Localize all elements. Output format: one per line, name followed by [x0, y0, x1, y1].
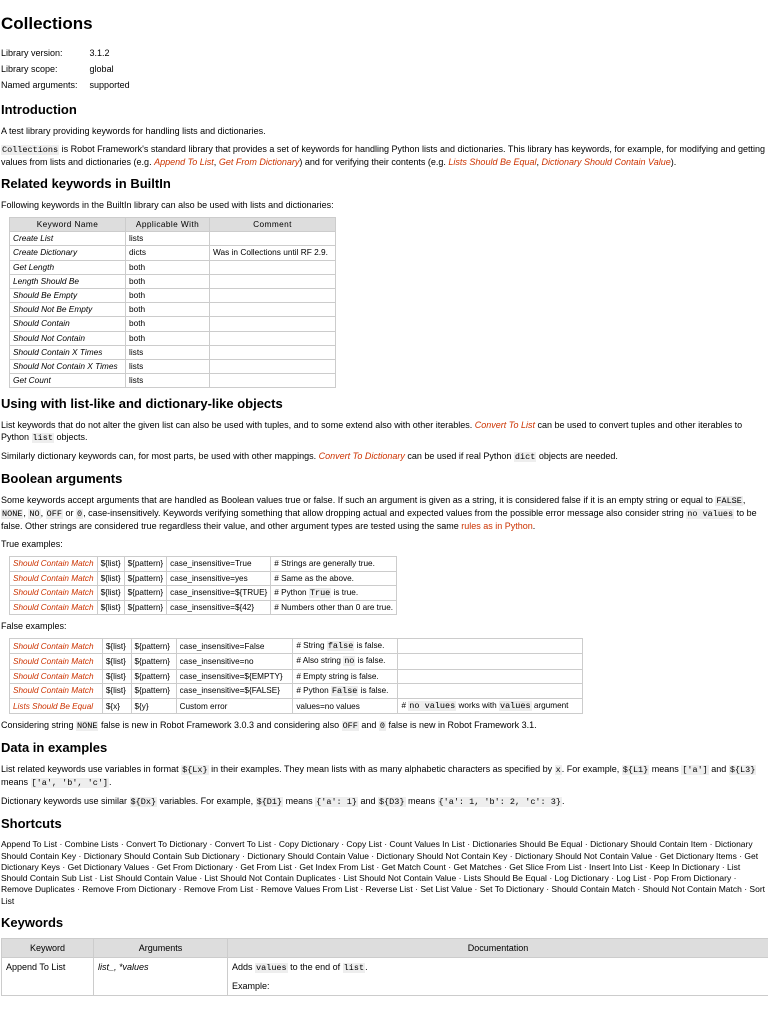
intro-heading: Introduction: [1, 102, 77, 117]
comment-cell: Was in Collections until RF 2.9.: [210, 246, 336, 260]
inline-code: list: [343, 963, 365, 974]
example-arg: ${pattern}: [131, 639, 176, 654]
false-examples-label: False examples:: [1, 621, 67, 632]
example-comment: # Python True is true.: [271, 585, 397, 600]
example-comment: # Also string no is false.: [293, 654, 398, 669]
shortcuts-heading: Shortcuts: [1, 816, 62, 832]
example-arg: ${x}: [102, 699, 131, 714]
column-header: Comment: [210, 218, 336, 232]
column-header: Arguments: [94, 939, 228, 958]
comment-cell: [210, 317, 336, 331]
shortcut-link[interactable]: Remove Values From List: [260, 884, 358, 895]
inline-code: False: [331, 685, 358, 696]
inline-code: NONE: [2, 509, 23, 520]
shortcut-link[interactable]: Pop From Dictionary: [653, 873, 732, 884]
example-row: [10, 669, 583, 683]
example-keyword[interactable]: Should Contain Match: [10, 601, 98, 615]
example-arg: ${pattern}: [124, 585, 167, 600]
link-rules-as-in-python[interactable]: rules as in Python: [461, 521, 533, 532]
shortcut-link[interactable]: Get Dictionary Values: [67, 861, 150, 872]
related-lead: Following keywords in the BuiltIn library can also be used with lists and dictionaries:: [1, 200, 334, 210]
example-arg: case_insensitive=no: [176, 654, 293, 669]
shortcut-link[interactable]: List Should Not Contain Duplicates: [204, 873, 336, 884]
example-arg: ${pattern}: [124, 557, 167, 571]
inline-code: ${L3}: [729, 765, 756, 776]
example-comment: [398, 654, 583, 669]
shortcut-separator: ·: [635, 884, 643, 895]
comment-cell: [210, 232, 336, 246]
inline-code: 0: [76, 509, 83, 520]
example-arg: ${y}: [131, 699, 176, 714]
shortcut-link[interactable]: Set List Value: [420, 884, 473, 895]
inline-code: no values: [687, 509, 734, 520]
keyword-cell[interactable]: Create List: [10, 232, 126, 246]
example-row: [10, 699, 583, 714]
example-comment: [398, 683, 583, 698]
shortcut-link[interactable]: Dictionary Should Contain Item: [590, 839, 708, 850]
shortcut-separator: ·: [736, 850, 745, 861]
example-comment: # String false is false.: [293, 639, 398, 654]
keyword-documentation: Adds values to the end of list. Example:: [228, 958, 768, 996]
inline-code: false: [327, 641, 354, 652]
shortcut-separator: ·: [642, 861, 650, 872]
applicable-cell: both: [126, 289, 210, 303]
shortcut-link[interactable]: Combine Lists: [64, 839, 119, 850]
example-keyword[interactable]: Should Contain Match: [10, 639, 103, 654]
example-arg: ${pattern}: [131, 654, 176, 669]
shortcut-separator: ·: [291, 861, 300, 872]
related-keywords-table: [9, 217, 336, 388]
listlike-heading: Using with list-like and dictionary-like objects: [1, 396, 283, 412]
inline-code: {'a': 1}: [316, 797, 357, 808]
shortcut-link[interactable]: Get Slice From List: [509, 861, 582, 872]
related-heading: Related keywords in BuiltIn: [1, 176, 171, 191]
shortcut-link[interactable]: Append To List: [1, 839, 58, 850]
example-arg: ${list}: [102, 639, 131, 654]
shortcut-separator: ·: [357, 884, 366, 895]
example-row: [10, 557, 397, 571]
shortcut-link[interactable]: Insert Into List: [589, 861, 643, 872]
shortcut-separator: ·: [646, 873, 654, 884]
keyword-name[interactable]: Append To List: [2, 958, 94, 996]
inline-code: list: [32, 433, 53, 444]
shortcut-separator: ·: [92, 873, 100, 884]
example-keyword[interactable]: Should Contain Match: [10, 669, 103, 683]
applicable-cell: lists: [126, 345, 210, 359]
example-keyword[interactable]: Should Contain Match: [10, 683, 103, 698]
inline-code: Collections: [2, 145, 59, 155]
shortcut-separator: ·: [271, 839, 279, 850]
keyword-cell[interactable]: Should Not Be Empty: [10, 303, 126, 317]
shortcut-link[interactable]: Dictionary Should Not Contain Key: [376, 850, 508, 861]
shortcut-separator: ·: [176, 884, 184, 895]
example-arg: case_insensitive=True: [167, 557, 271, 571]
data-examples-paragraph-1: List related keywords use variables in format ${Lx} in their examples. They mean lists with as many alphabetic characters as specified by x. For example, ${L1} means ['a'] and ${L3} means ['a', 'b', 'c'].: [1, 764, 756, 789]
inline-code: {'a': 1, 'b': 2, 'c': 3}: [438, 797, 561, 808]
shortcut-link[interactable]: Copy Dictionary: [278, 839, 339, 850]
keyword-cell[interactable]: Create Dictionary: [10, 246, 126, 260]
table-row: [10, 360, 336, 374]
example-keyword[interactable]: Lists Should Be Equal: [10, 699, 103, 714]
inline-code: x: [555, 765, 561, 776]
shortcut-link[interactable]: Get Index From List: [299, 861, 375, 872]
comment-cell: [210, 360, 336, 374]
link-append-to-list[interactable]: Append To List: [154, 157, 214, 167]
shortcut-link[interactable]: Convert To Dictionary: [126, 839, 208, 850]
inline-code: ['a', 'b', 'c']: [31, 778, 109, 789]
example-arg: ${pattern}: [124, 601, 167, 615]
data-examples-paragraph-2: Dictionary keywords use similar ${Dx} variables. For example, ${D1} means {'a': 1} and ${D3} means {'a': 1, 'b': 2, 'c': 3}.: [1, 796, 565, 808]
example-arg: ${list}: [102, 683, 131, 698]
inline-code: values: [256, 963, 287, 974]
example-comment: # Same as the above.: [271, 571, 397, 585]
shortcut-separator: ·: [707, 839, 715, 850]
example-comment: values=no values: [293, 699, 398, 714]
inline-code: no values: [409, 701, 456, 712]
shortcut-separator: ·: [253, 884, 261, 895]
example-comment: # Strings are generally true.: [271, 557, 397, 571]
example-arg: ${list}: [97, 585, 124, 600]
example-arg: case_insensitive=${TRUE}: [167, 585, 271, 600]
shortcut-separator: ·: [118, 839, 127, 850]
keyword-cell[interactable]: Length Should Be: [10, 274, 126, 288]
library-metadata: [1, 46, 140, 94]
example-arg: ${list}: [97, 557, 124, 571]
shortcut-link[interactable]: Get Match Count: [381, 861, 446, 872]
inline-code: OFF: [46, 509, 62, 520]
meta-label: Library scope:: [1, 64, 58, 74]
inline-code: ${D1}: [256, 797, 283, 808]
example-row: [10, 601, 397, 615]
applicable-cell: lists: [126, 374, 210, 388]
shortcut-link[interactable]: Dictionary Should Not Contain Value: [514, 850, 653, 861]
example-arg: case_insensitive=${FALSE}: [176, 683, 293, 698]
example-row: [10, 639, 583, 654]
shortcut-link[interactable]: Set To Dictionary: [479, 884, 544, 895]
table-row: [10, 274, 336, 288]
keyword-cell[interactable]: Get Count: [10, 374, 126, 388]
example-row: [10, 654, 583, 669]
inline-code: NO: [29, 509, 40, 520]
inline-code: True: [309, 587, 331, 598]
shortcut-link[interactable]: List Should Contain Value: [99, 873, 197, 884]
table-row: [10, 232, 336, 246]
shortcut-separator: ·: [207, 839, 215, 850]
meta-value: 3.1.2: [89, 48, 110, 58]
comment-cell: [210, 289, 336, 303]
comment-cell: [210, 331, 336, 345]
table-row: [10, 246, 336, 260]
boolean-paragraph: Some keywords accept arguments that are handled as Boolean values true or false. If such an argument is given as a string, it is considered false if it is an empty string or equal to FALSE, NONE, NO, OFF or 0, case-insensitively. Keywords verifying something that allow dropping actual and expected values from the possible error message also consider string no values to be false. Other strings are considered true regardless their value, and other argument types are tested using the same rules as in Python.: [1, 495, 757, 532]
inline-code: ['a']: [682, 765, 708, 776]
shortcut-separator: ·: [445, 861, 454, 872]
inline-code: NONE: [77, 721, 98, 732]
table-row: [10, 260, 336, 274]
link-get-from-dictionary[interactable]: Get From Dictionary: [218, 157, 300, 167]
shortcut-link[interactable]: Get From Dictionary: [156, 861, 233, 872]
applicable-cell: lists: [126, 232, 210, 246]
shortcut-separator: ·: [731, 873, 737, 884]
comment-cell: [210, 274, 336, 288]
column-header: Keyword Name: [10, 218, 126, 232]
comment-cell: [210, 303, 336, 317]
meta-value: global: [89, 64, 114, 74]
shortcut-link[interactable]: Keep In Dictionary: [650, 861, 720, 872]
shortcut-separator: ·: [501, 861, 510, 872]
comment-cell: [210, 374, 336, 388]
keyword-cell[interactable]: Should Not Contain: [10, 331, 126, 345]
shortcut-separator: ·: [374, 861, 382, 872]
true-examples-table: [9, 556, 397, 615]
applicable-cell: both: [126, 274, 210, 288]
shortcut-separator: ·: [608, 873, 617, 884]
shortcut-separator: ·: [472, 884, 480, 895]
example-row: [10, 585, 397, 600]
shortcut-link[interactable]: Remove From List: [183, 884, 254, 895]
shortcut-link[interactable]: List Should Not Contain Value: [343, 873, 457, 884]
link-dictionary-should-contain-value[interactable]: Dictionary Should Contain Value: [541, 157, 671, 167]
example-arg: ${pattern}: [131, 669, 176, 683]
shortcut-separator: ·: [368, 850, 377, 861]
column-header: Keyword: [2, 939, 94, 958]
shortcut-link[interactable]: Should Not Contain Match: [642, 884, 742, 895]
intro-paragraph-2: Collections is Robot Framework's standard library that provides a set of keywords for handling Python lists and dictionaries. This library has keywords, for example, for modifying and getting values from lists and dictionaries (e.g. Append To List, Get From Dictionary) and for verifying their contents (e.g. Lists Should Be Equal, Dictionary Should Contain Value).: [1, 144, 765, 167]
link-convert-to-list[interactable]: Convert To List: [474, 420, 535, 431]
shortcut-link[interactable]: Copy List: [346, 839, 382, 850]
example-arg: case_insensitive=False: [176, 639, 293, 654]
shortcuts-list: [1, 839, 768, 907]
shortcut-separator: ·: [412, 884, 421, 895]
shortcut-link[interactable]: Dictionaries Should Be Equal: [472, 839, 583, 850]
example-arg: ${list}: [97, 571, 124, 585]
example-comment: # Empty string is false.: [293, 669, 398, 683]
shortcut-separator: ·: [582, 839, 591, 850]
example-keyword[interactable]: Should Contain Match: [10, 571, 98, 585]
keyword-cell[interactable]: Should Not Contain X Times: [10, 360, 126, 374]
shortcut-link[interactable]: Sort List: [1, 884, 766, 906]
true-examples-label: True examples:: [1, 539, 63, 550]
column-header: Documentation: [228, 939, 768, 958]
keywords-table: [1, 938, 768, 996]
table-row: [10, 345, 336, 359]
meta-row: [1, 46, 140, 62]
example-row: [10, 683, 583, 698]
example-arg: case_insensitive=yes: [167, 571, 271, 585]
shortcut-link[interactable]: Get Matches: [453, 861, 502, 872]
shortcut-separator: ·: [196, 873, 205, 884]
link-convert-to-dictionary[interactable]: Convert To Dictionary: [318, 451, 405, 462]
column-header: Applicable With: [126, 218, 210, 232]
shortcut-link[interactable]: Count Values In List: [389, 839, 465, 850]
shortcut-link[interactable]: Convert To List: [214, 839, 272, 850]
inline-code: ${D3}: [378, 797, 405, 808]
inline-code: 0: [379, 721, 386, 732]
inline-code: ${Dx}: [130, 797, 157, 808]
shortcut-separator: ·: [76, 850, 84, 861]
inline-code: no: [344, 656, 355, 667]
example-comment: [398, 639, 583, 654]
shortcut-link[interactable]: Remove From Dictionary: [82, 884, 177, 895]
applicable-cell: lists: [126, 360, 210, 374]
meta-label: Library version:: [1, 48, 63, 58]
shortcut-link[interactable]: Dictionary Should Contain Key: [1, 839, 753, 861]
table-row: [10, 374, 336, 388]
page-title: Collections: [1, 14, 93, 33]
example-keyword[interactable]: Should Contain Match: [10, 654, 103, 669]
shortcut-separator: ·: [456, 873, 464, 884]
keywords-heading: Keywords: [1, 915, 64, 931]
keyword-cell[interactable]: Should Contain: [10, 317, 126, 331]
boolean-heading: Boolean arguments: [1, 471, 123, 487]
example-arg: ${pattern}: [131, 683, 176, 698]
keyword-cell[interactable]: Should Contain X Times: [10, 345, 126, 359]
shortcut-link[interactable]: Get Dictionary Items: [659, 850, 737, 861]
false-examples-table: [9, 638, 583, 714]
shortcut-link[interactable]: Dictionary Should Contain Sub Dictionary: [83, 850, 240, 861]
example-keyword[interactable]: Should Contain Match: [10, 557, 98, 571]
shortcut-link[interactable]: Log Dictionary: [554, 873, 609, 884]
shortcut-link[interactable]: Log List: [616, 873, 647, 884]
shortcut-link[interactable]: Get From List: [240, 861, 292, 872]
example-arg: ${pattern}: [124, 571, 167, 585]
table-row: [10, 331, 336, 345]
shortcut-link[interactable]: Remove Duplicates: [1, 884, 75, 895]
keyword-cell[interactable]: Should Be Empty: [10, 289, 126, 303]
applicable-cell: dicts: [126, 246, 210, 260]
meta-label: Named arguments:: [1, 80, 78, 90]
shortcut-link[interactable]: Get Dictionary Keys: [1, 850, 759, 872]
shortcut-separator: ·: [381, 839, 390, 850]
shortcut-link[interactable]: Dictionary Should Contain Value: [247, 850, 369, 861]
shortcut-separator: ·: [74, 884, 83, 895]
example-arg: case_insensitive=${EMPTY}: [176, 669, 293, 683]
example-arg: ${list}: [97, 601, 124, 615]
example-arg: Custom error: [176, 699, 293, 714]
shortcut-separator: ·: [149, 861, 157, 872]
applicable-cell: both: [126, 303, 210, 317]
shortcut-separator: ·: [338, 839, 347, 850]
example-arg: ${list}: [102, 654, 131, 669]
shortcut-separator: ·: [464, 839, 473, 850]
meta-row: [1, 62, 140, 78]
example-comment: # Python False is false.: [293, 683, 398, 698]
shortcut-separator: ·: [719, 861, 728, 872]
shortcut-link[interactable]: Should Contain Match: [551, 884, 636, 895]
listlike-paragraph-2: Similarly dictionary keywords can, for most parts, be used with other mappings. Convert To Dictionary can be used if real Python dict objects are needed.: [1, 451, 618, 463]
intro-paragraph-1: A test library providing keywords for handling lists and dictionaries.: [1, 126, 266, 136]
boolean-note: Considering string NONE false is new in Robot Framework 3.0.3 and considering also OFF and 0 false is new in Robot Framework 3.1.: [1, 720, 537, 732]
shortcut-separator: ·: [239, 850, 248, 861]
example-arg: ${list}: [102, 669, 131, 683]
table-row: [10, 289, 336, 303]
table-row: [10, 317, 336, 331]
example-comment: # Numbers other than 0 are true.: [271, 601, 397, 615]
keyword-row: [2, 958, 768, 996]
link-lists-should-be-equal[interactable]: Lists Should Be Equal: [448, 157, 537, 167]
keyword-arguments: list_, *values: [94, 958, 228, 996]
shortcut-separator: ·: [581, 861, 590, 872]
comment-cell: [210, 345, 336, 359]
example-comment: [398, 669, 583, 683]
example-arg: case_insensitive=${42}: [167, 601, 271, 615]
shortcut-separator: ·: [546, 873, 555, 884]
shortcut-link[interactable]: Reverse List: [365, 884, 413, 895]
shortcut-separator: ·: [232, 861, 241, 872]
inline-code: ${L1}: [622, 765, 649, 776]
shortcut-link[interactable]: Lists Should Be Equal: [463, 873, 547, 884]
shortcut-separator: ·: [60, 861, 68, 872]
comment-cell: [210, 260, 336, 274]
inline-code: OFF: [342, 721, 358, 732]
shortcut-separator: ·: [543, 884, 552, 895]
keyword-cell[interactable]: Get Length: [10, 260, 126, 274]
example-comment: # no values works with values argument: [398, 699, 583, 714]
shortcut-separator: ·: [335, 873, 344, 884]
example-keyword[interactable]: Should Contain Match: [10, 585, 98, 600]
example-label: Example:: [232, 981, 270, 992]
shortcut-separator: ·: [741, 884, 750, 895]
meta-value: supported: [89, 80, 130, 90]
shortcut-separator: ·: [57, 839, 65, 850]
inline-code: dict: [514, 452, 536, 463]
example-row: [10, 571, 397, 585]
applicable-cell: both: [126, 331, 210, 345]
meta-row: [1, 78, 140, 94]
listlike-paragraph-1: List keywords that do not alter the given list can also be used with tuples, and to some extend also with other iterables. Convert To List can be used to convert tuples and other iterables to Python list objects.: [1, 420, 743, 444]
inline-code: ${Lx}: [182, 765, 208, 776]
shortcut-separator: ·: [652, 850, 660, 861]
inline-code: values: [499, 701, 531, 712]
applicable-cell: both: [126, 317, 210, 331]
shortcut-link[interactable]: List Should Contain Sub List: [1, 861, 741, 884]
shortcut-separator: ·: [507, 850, 515, 861]
table-row: [10, 303, 336, 317]
data-examples-heading: Data in examples: [1, 740, 108, 756]
applicable-cell: both: [126, 260, 210, 274]
inline-code: FALSE: [716, 496, 742, 507]
